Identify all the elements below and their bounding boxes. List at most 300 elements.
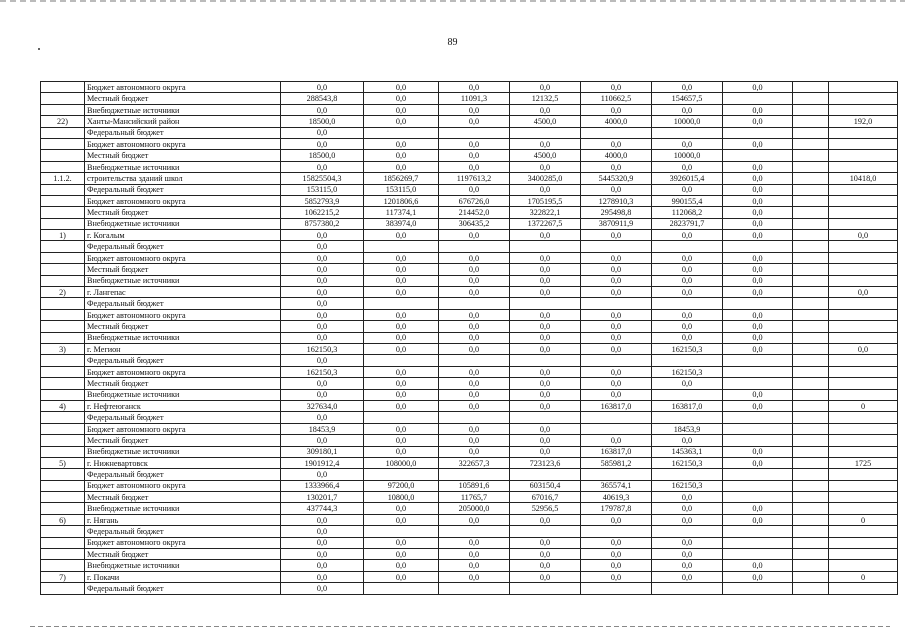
value-cell: 0,0	[364, 252, 439, 263]
value-cell: 0,0	[652, 321, 723, 332]
table-row	[41, 583, 898, 594]
value-cell: 0,0	[652, 332, 723, 343]
table-row	[41, 309, 898, 320]
value-cell	[793, 514, 829, 525]
value-cell: 18500,0	[281, 116, 364, 127]
value-cell: 0,0	[281, 332, 364, 343]
table-row	[41, 264, 898, 275]
value-cell: 0,0	[510, 435, 581, 446]
value-cell	[723, 492, 793, 503]
value-cell: 0,0	[439, 150, 510, 161]
value-cell: 0,0	[652, 435, 723, 446]
value-cell: 0,0	[652, 252, 723, 263]
row-number-cell	[41, 104, 85, 115]
value-cell: 0,0	[439, 230, 510, 241]
value-cell: 18453,9	[281, 423, 364, 434]
row-label-cell: Федеральный бюджет	[85, 583, 281, 594]
value-cell: 676726,0	[439, 195, 510, 206]
row-label-cell: Федеральный бюджет	[85, 526, 281, 537]
value-cell	[723, 435, 793, 446]
value-cell: 0,0	[581, 549, 652, 560]
value-cell: 0,0	[439, 321, 510, 332]
value-cell: 0,0	[364, 560, 439, 571]
value-cell	[581, 526, 652, 537]
value-cell: 0,0	[439, 275, 510, 286]
value-cell: 0,0	[364, 116, 439, 127]
value-cell: 0,0	[281, 230, 364, 241]
value-cell	[364, 298, 439, 309]
value-cell: 0,0	[723, 264, 793, 275]
value-cell	[364, 583, 439, 594]
row-number-cell: 3)	[41, 343, 85, 354]
value-cell: 365574,1	[581, 480, 652, 491]
value-cell: 0,0	[439, 549, 510, 560]
value-cell	[793, 332, 829, 343]
value-cell: 5852793,9	[281, 195, 364, 206]
value-cell	[581, 241, 652, 252]
value-cell	[652, 241, 723, 252]
value-cell: 0,0	[439, 161, 510, 172]
table-row	[41, 218, 898, 229]
value-cell: 205000,0	[439, 503, 510, 514]
value-cell: 0,0	[510, 514, 581, 525]
value-cell: 0,0	[829, 230, 898, 241]
value-cell	[793, 173, 829, 184]
value-cell	[793, 321, 829, 332]
row-number-cell	[41, 469, 85, 480]
value-cell	[652, 469, 723, 480]
table-row	[41, 104, 898, 115]
value-cell	[793, 93, 829, 104]
value-cell	[652, 355, 723, 366]
table-row	[41, 492, 898, 503]
value-cell: 0,0	[581, 389, 652, 400]
value-cell: 0,0	[510, 275, 581, 286]
value-cell	[581, 298, 652, 309]
value-cell	[829, 138, 898, 149]
value-cell: 0,0	[364, 287, 439, 298]
value-cell: 11765,7	[439, 492, 510, 503]
value-cell: 0,0	[581, 138, 652, 149]
value-cell	[510, 583, 581, 594]
value-cell: 0,0	[439, 138, 510, 149]
scan-speck	[38, 48, 40, 50]
value-cell: 112068,2	[652, 207, 723, 218]
row-label-cell: Бюджет автономного округа	[85, 366, 281, 377]
row-label-cell: Бюджет автономного округа	[85, 138, 281, 149]
value-cell: 0,0	[581, 537, 652, 548]
value-cell: 0,0	[723, 446, 793, 457]
value-cell: 0,0	[510, 446, 581, 457]
value-cell: 288543,8	[281, 93, 364, 104]
value-cell: 603150,4	[510, 480, 581, 491]
value-cell: 1278910,3	[581, 195, 652, 206]
value-cell: 163817,0	[581, 446, 652, 457]
value-cell: 0,0	[723, 275, 793, 286]
value-cell	[829, 298, 898, 309]
value-cell	[829, 446, 898, 457]
value-cell	[793, 343, 829, 354]
value-cell	[439, 469, 510, 480]
value-cell: 0,0	[723, 503, 793, 514]
value-cell: 0,0	[652, 287, 723, 298]
value-cell: 0,0	[723, 514, 793, 525]
row-label-cell: Местный бюджет	[85, 435, 281, 446]
value-cell	[829, 218, 898, 229]
value-cell	[510, 355, 581, 366]
table-row	[41, 400, 898, 411]
row-label-cell: г. Лангепас	[85, 287, 281, 298]
value-cell: 105891,6	[439, 480, 510, 491]
value-cell	[723, 127, 793, 138]
value-cell: 0,0	[439, 571, 510, 582]
value-cell	[723, 412, 793, 423]
value-cell	[793, 264, 829, 275]
value-cell	[439, 298, 510, 309]
row-number-cell	[41, 480, 85, 491]
value-cell	[793, 218, 829, 229]
value-cell	[829, 469, 898, 480]
table-row	[41, 252, 898, 263]
value-cell	[793, 537, 829, 548]
value-cell: 117374,1	[364, 207, 439, 218]
value-cell	[793, 230, 829, 241]
value-cell	[829, 355, 898, 366]
value-cell: 0,0	[364, 446, 439, 457]
value-cell: 0,0	[281, 571, 364, 582]
value-cell	[793, 446, 829, 457]
value-cell: 4000,0	[581, 150, 652, 161]
value-cell	[723, 583, 793, 594]
value-cell	[829, 412, 898, 423]
value-cell: 0,0	[281, 435, 364, 446]
value-cell: 309180,1	[281, 446, 364, 457]
row-number-cell: 7)	[41, 571, 85, 582]
value-cell: 0,0	[281, 138, 364, 149]
value-cell: 214452,0	[439, 207, 510, 218]
row-label-cell: Местный бюджет	[85, 207, 281, 218]
value-cell: 0,0	[581, 571, 652, 582]
table-row	[41, 332, 898, 343]
value-cell: 0,0	[510, 343, 581, 354]
row-label-cell: г. Нижневартовск	[85, 457, 281, 468]
value-cell: 0,0	[510, 287, 581, 298]
value-cell: 0,0	[723, 195, 793, 206]
value-cell	[364, 469, 439, 480]
value-cell: 0	[829, 571, 898, 582]
table-row	[41, 526, 898, 537]
value-cell: 1062215,2	[281, 207, 364, 218]
value-cell: 145363,1	[652, 446, 723, 457]
table-row	[41, 412, 898, 423]
value-cell	[829, 480, 898, 491]
value-cell: 0,0	[364, 435, 439, 446]
value-cell: 0,0	[281, 389, 364, 400]
value-cell: 0,0	[281, 514, 364, 525]
value-cell: 154657,5	[652, 93, 723, 104]
row-number-cell	[41, 537, 85, 548]
row-number-cell	[41, 412, 85, 423]
row-number-cell	[41, 332, 85, 343]
row-label-cell: г. Нягань	[85, 514, 281, 525]
value-cell: 383974,0	[364, 218, 439, 229]
row-number-cell	[41, 435, 85, 446]
value-cell: 0,0	[510, 309, 581, 320]
value-cell: 295498,8	[581, 207, 652, 218]
value-cell	[723, 526, 793, 537]
row-number-cell	[41, 161, 85, 172]
value-cell	[439, 355, 510, 366]
value-cell	[723, 298, 793, 309]
value-cell	[723, 241, 793, 252]
value-cell	[793, 366, 829, 377]
budget-table-body	[41, 82, 898, 595]
value-cell	[793, 355, 829, 366]
value-cell: 0,0	[723, 560, 793, 571]
value-cell: 0,0	[581, 82, 652, 93]
value-cell	[793, 82, 829, 93]
value-cell: 0,0	[439, 252, 510, 263]
value-cell: 0,0	[281, 355, 364, 366]
value-cell: 67016,7	[510, 492, 581, 503]
row-label-cell: Внебюджетные источники	[85, 218, 281, 229]
value-cell: 0,0	[364, 161, 439, 172]
value-cell: 0,0	[281, 161, 364, 172]
value-cell: 0,0	[364, 309, 439, 320]
value-cell: 1901912,4	[281, 457, 364, 468]
value-cell	[793, 309, 829, 320]
value-cell	[829, 309, 898, 320]
value-cell: 0,0	[581, 309, 652, 320]
value-cell	[829, 264, 898, 275]
value-cell: 0,0	[364, 549, 439, 560]
value-cell: 0,0	[723, 389, 793, 400]
row-label-cell: Федеральный бюджет	[85, 355, 281, 366]
value-cell	[829, 583, 898, 594]
value-cell	[793, 389, 829, 400]
value-cell	[723, 480, 793, 491]
value-cell: 4000,0	[581, 116, 652, 127]
value-cell: 0,0	[281, 82, 364, 93]
table-row	[41, 571, 898, 582]
value-cell: 0,0	[723, 343, 793, 354]
value-cell	[723, 366, 793, 377]
value-cell: 153115,0	[364, 184, 439, 195]
row-label-cell: Местный бюджет	[85, 150, 281, 161]
value-cell: 0,0	[364, 423, 439, 434]
table-row	[41, 378, 898, 389]
value-cell: 437744,3	[281, 503, 364, 514]
row-label-cell: Местный бюджет	[85, 492, 281, 503]
value-cell: 1333966,4	[281, 480, 364, 491]
row-number-cell	[41, 150, 85, 161]
value-cell: 0,0	[510, 400, 581, 411]
value-cell: 0,0	[439, 309, 510, 320]
row-number-cell: 22)	[41, 116, 85, 127]
value-cell: 0,0	[581, 378, 652, 389]
value-cell	[793, 252, 829, 263]
row-number-cell: 1.1.2.	[41, 173, 85, 184]
value-cell: 0,0	[281, 537, 364, 548]
value-cell	[439, 526, 510, 537]
value-cell: 0,0	[510, 549, 581, 560]
value-cell: 0,0	[723, 218, 793, 229]
value-cell: 0,0	[652, 492, 723, 503]
value-cell	[793, 457, 829, 468]
row-number-cell	[41, 560, 85, 571]
value-cell	[793, 400, 829, 411]
value-cell: 1197613,2	[439, 173, 510, 184]
value-cell	[793, 526, 829, 537]
value-cell: 0,0	[364, 366, 439, 377]
table-row	[41, 116, 898, 127]
table-row	[41, 537, 898, 548]
value-cell: 0,0	[652, 161, 723, 172]
value-cell	[793, 492, 829, 503]
value-cell: 1856269,7	[364, 173, 439, 184]
value-cell: 0,0	[281, 321, 364, 332]
value-cell	[829, 93, 898, 104]
value-cell	[829, 492, 898, 503]
value-cell: 108000,0	[364, 457, 439, 468]
value-cell	[439, 241, 510, 252]
value-cell	[723, 549, 793, 560]
value-cell: 0,0	[281, 309, 364, 320]
value-cell: 162150,3	[652, 343, 723, 354]
table-row	[41, 549, 898, 560]
row-label-cell: Внебюджетные источники	[85, 161, 281, 172]
value-cell: 192,0	[829, 116, 898, 127]
value-cell: 0,0	[581, 560, 652, 571]
value-cell: 0,0	[581, 275, 652, 286]
row-label-cell: Внебюджетные источники	[85, 446, 281, 457]
value-cell: 52956,5	[510, 503, 581, 514]
row-label-cell: Федеральный бюджет	[85, 241, 281, 252]
row-label-cell: Бюджет автономного округа	[85, 537, 281, 548]
row-number-cell	[41, 252, 85, 263]
value-cell: 0,0	[364, 82, 439, 93]
table-row	[41, 503, 898, 514]
value-cell: 0,0	[510, 537, 581, 548]
value-cell	[829, 526, 898, 537]
value-cell: 1725	[829, 457, 898, 468]
row-number-cell: 2)	[41, 287, 85, 298]
value-cell: 0,0	[723, 82, 793, 93]
row-label-cell: Внебюджетные источники	[85, 104, 281, 115]
value-cell	[364, 127, 439, 138]
value-cell	[793, 138, 829, 149]
value-cell: 0,0	[510, 138, 581, 149]
table-row	[41, 207, 898, 218]
value-cell: 0,0	[510, 571, 581, 582]
value-cell: 0,0	[439, 423, 510, 434]
value-cell: 0,0	[439, 514, 510, 525]
value-cell: 0,0	[364, 332, 439, 343]
value-cell: 0,0	[723, 138, 793, 149]
value-cell: 0,0	[510, 82, 581, 93]
value-cell	[581, 127, 652, 138]
value-cell: 327634,0	[281, 400, 364, 411]
value-cell: 0,0	[439, 264, 510, 275]
value-cell: 0,0	[364, 275, 439, 286]
value-cell: 0,0	[439, 343, 510, 354]
value-cell: 0,0	[510, 230, 581, 241]
value-cell: 0,0	[439, 184, 510, 195]
row-label-cell: Бюджет автономного округа	[85, 309, 281, 320]
row-label-cell: Местный бюджет	[85, 264, 281, 275]
value-cell: 0,0	[723, 287, 793, 298]
value-cell: 0,0	[723, 207, 793, 218]
value-cell: 163817,0	[652, 400, 723, 411]
value-cell: 0,0	[510, 161, 581, 172]
row-number-cell: 5)	[41, 457, 85, 468]
value-cell: 12132,5	[510, 93, 581, 104]
row-number-cell	[41, 423, 85, 434]
value-cell	[439, 127, 510, 138]
value-cell: 0,0	[281, 412, 364, 423]
table-row	[41, 560, 898, 571]
table-row	[41, 161, 898, 172]
value-cell	[510, 127, 581, 138]
table-row	[41, 298, 898, 309]
value-cell: 0,0	[581, 332, 652, 343]
row-number-cell	[41, 298, 85, 309]
row-number-cell	[41, 138, 85, 149]
value-cell: 0,0	[281, 104, 364, 115]
value-cell: 0,0	[723, 184, 793, 195]
row-label-cell: Внебюджетные источники	[85, 503, 281, 514]
value-cell: 0,0	[439, 378, 510, 389]
table-row	[41, 480, 898, 491]
value-cell: 0,0	[510, 264, 581, 275]
table-row	[41, 343, 898, 354]
table-row	[41, 355, 898, 366]
value-cell: 10418,0	[829, 173, 898, 184]
budget-table	[40, 81, 898, 595]
row-number-cell	[41, 389, 85, 400]
row-label-cell: г. Покачи	[85, 571, 281, 582]
value-cell: 40619,3	[581, 492, 652, 503]
value-cell: 0,0	[439, 104, 510, 115]
value-cell: 0,0	[652, 549, 723, 560]
value-cell	[581, 412, 652, 423]
value-cell: 10800,0	[364, 492, 439, 503]
value-cell	[793, 298, 829, 309]
value-cell: 2823791,7	[652, 218, 723, 229]
table-row	[41, 321, 898, 332]
value-cell: 0,0	[364, 389, 439, 400]
value-cell	[723, 378, 793, 389]
table-row	[41, 446, 898, 457]
value-cell: 0,0	[652, 264, 723, 275]
value-cell: 0,0	[581, 104, 652, 115]
value-cell: 0,0	[652, 537, 723, 548]
scan-top-edge	[0, 0, 905, 2]
value-cell: 0,0	[364, 571, 439, 582]
value-cell	[510, 241, 581, 252]
value-cell	[723, 150, 793, 161]
value-cell	[829, 104, 898, 115]
table-row	[41, 150, 898, 161]
value-cell	[652, 127, 723, 138]
value-cell: 0,0	[364, 503, 439, 514]
value-cell	[793, 469, 829, 480]
table-row	[41, 173, 898, 184]
table-row	[41, 82, 898, 93]
value-cell	[793, 583, 829, 594]
value-cell: 0,0	[723, 571, 793, 582]
value-cell	[723, 469, 793, 480]
